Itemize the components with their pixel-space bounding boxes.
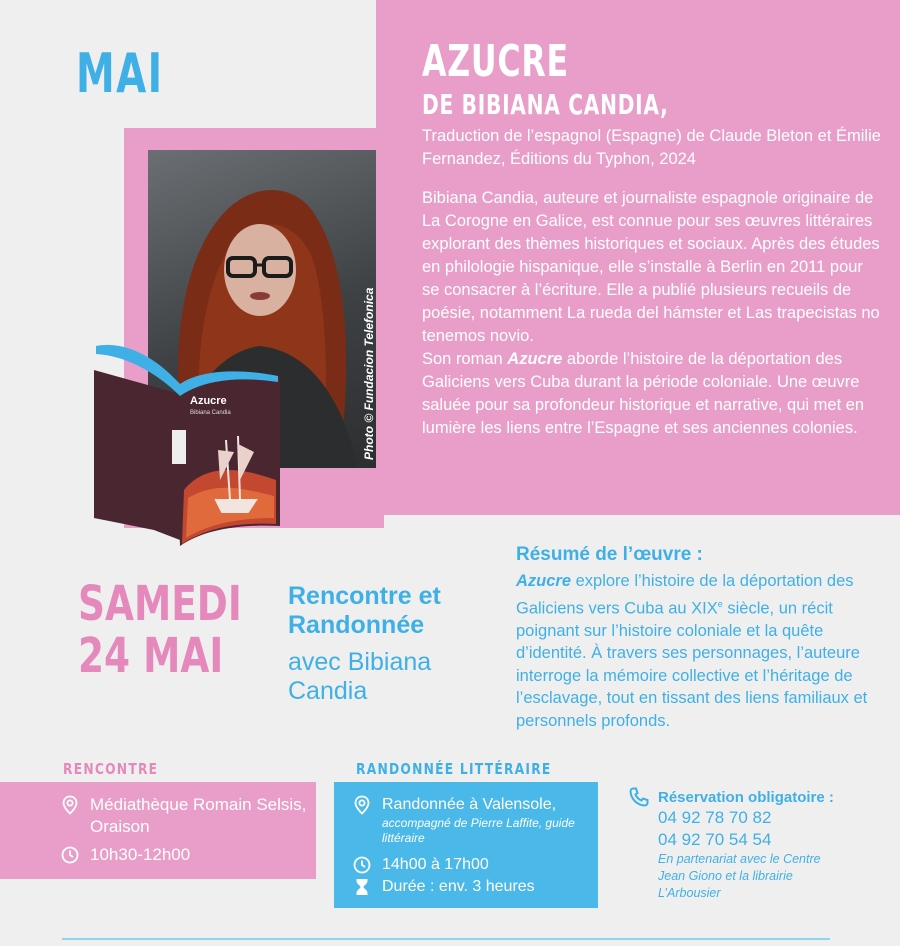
- reservation-heading: Réservation obligatoire :: [658, 789, 834, 806]
- rencontre-place: Médiathèque Romain Selsis, Oraison: [90, 795, 307, 836]
- rencontre-time: 10h30-12h00: [90, 845, 191, 864]
- book-cover: [88, 340, 284, 548]
- summary-part-a: explore l’histoire de la déportation des Galiciens vers Cuba au XIX: [516, 572, 854, 617]
- clock-icon: [60, 845, 80, 865]
- clock-icon: [352, 855, 372, 875]
- month-heading: MAI: [76, 42, 164, 105]
- hourglass-icon: [352, 877, 372, 897]
- bio-book-title: Azucre: [507, 350, 563, 368]
- date-month: 24 MAI: [78, 628, 224, 684]
- bio-part2-suffix: aborde l’histoire de la déportation des Galiciens vers Cuba durant la période coloniale. Une œuvre saluée pour sa profondeur historique et narrative, qui met en lumière les liens entre l’Espagne et ses anciennes colonies.: [422, 350, 865, 437]
- summary-sup: e: [717, 598, 723, 609]
- phone-number-1[interactable]: 04 92 78 70 82: [658, 808, 772, 827]
- rencontre-place-line: [60, 794, 310, 838]
- randonnee-duration: Durée : env. 3 heures: [382, 878, 535, 895]
- randonnee-heading: RANDONNÉE LITTÉRAIRE: [356, 760, 552, 778]
- summary-heading: Résumé de l’œuvre :: [516, 544, 703, 565]
- bio-part2-prefix: Son roman: [422, 350, 508, 368]
- partner-note: En partenariat avec le Centre Jean Giono et la librairie L’Arbousier: [658, 852, 821, 900]
- summary-text: [516, 570, 886, 732]
- bottom-divider: [62, 938, 830, 940]
- event-guest: avec Bibiana Candia: [288, 648, 432, 705]
- bio-part1: Bibiana Candia, auteure et journaliste espagnole originaire de La Corogne en Galice, est connue pour ses œuvres littéraires explorant des thèmes historiques et sociaux. Après des études en philologie hispanique, elle s’installe à Berlin en 2011 pour se consacrer à l’écriture. Elle a publié plusieurs recueils de poésie, notamment La rueda del hámster et Las trapecistas no tenemos novio.: [422, 189, 880, 345]
- randonnee-place-line: [352, 794, 592, 846]
- rencontre-info-box: [0, 782, 316, 879]
- book-author: DE BIBIANA CANDIA,: [422, 88, 669, 121]
- randonnee-guide: accompagné de Pierre Laffite, guide littéraire: [382, 816, 575, 845]
- cover-author: Bibiana Candia: [190, 410, 231, 416]
- summary-part-b: siècle, un récit poignant sur l’histoire coloniale et la quête d’identité. À travers ses personnages, l’auteure interroge la mémoire collective et l’héritage de l’esclavage, tout en tissant des liens familiaux et personnels profonds.: [516, 599, 868, 730]
- randonnee-time: 14h00 à 17h00: [382, 856, 489, 873]
- randonnee-info-box: [334, 782, 598, 908]
- translation-credit: Traduction de l’espagnol (Espagne) de Claude Bleton et Émilie Fernandez, Éditions du Typhon, 2024: [422, 127, 881, 168]
- randonnee-duration-line: [352, 876, 592, 898]
- randonnee-time-line: [352, 854, 592, 876]
- location-pin-icon: [60, 795, 80, 815]
- location-pin-icon: [352, 795, 372, 815]
- photo-credit: Photo © Fundacion Telefonica: [362, 287, 376, 460]
- phone-icon: [628, 786, 650, 813]
- rencontre-time-line: [60, 844, 310, 866]
- randonnee-place: Randonnée à Valensole,: [382, 796, 557, 813]
- phone-number-2[interactable]: 04 92 70 54 54: [658, 830, 772, 849]
- cover-title: Azucre: [190, 395, 227, 407]
- event-title: Rencontre et Randonnée: [288, 582, 441, 639]
- rencontre-heading: RENCONTRE: [63, 760, 159, 778]
- summary-book-title: Azucre: [516, 572, 572, 590]
- date-day: SAMEDI: [78, 576, 242, 632]
- book-title: AZUCRE: [422, 36, 569, 87]
- event-date: [78, 578, 242, 682]
- author-bio: [422, 187, 882, 440]
